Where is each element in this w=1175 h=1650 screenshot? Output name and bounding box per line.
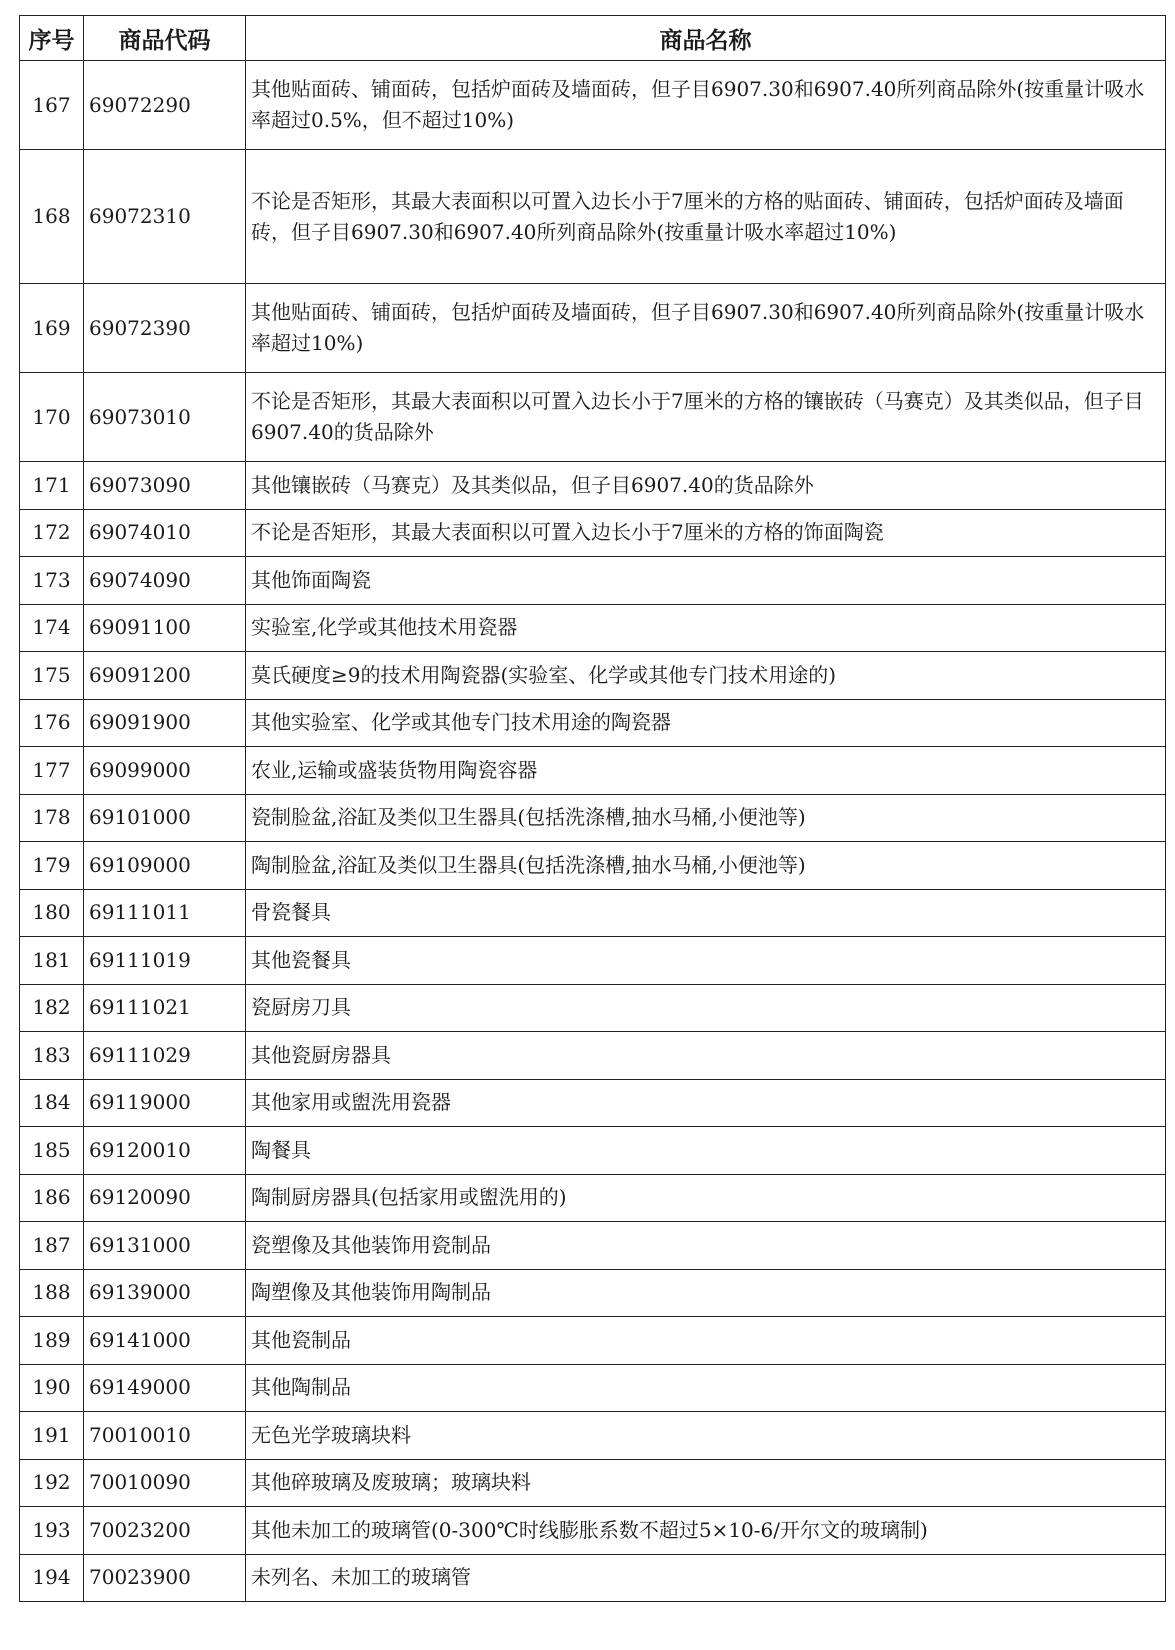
row-code: 69074090 [84, 557, 246, 605]
row-name: 其他实验室、化学或其他专门技术用途的陶瓷器 [246, 699, 1166, 747]
row-code: 69111021 [84, 984, 246, 1032]
row-name: 其他陶制品 [246, 1364, 1166, 1412]
row-name: 不论是否矩形，其最大表面积以可置入边长小于7厘米的方格的镶嵌砖（马赛克）及其类似品，但子目6907.40的货品除外 [246, 373, 1166, 462]
row-code: 70023900 [84, 1554, 246, 1602]
table-row [20, 604, 1166, 652]
row-code: 69119000 [84, 1079, 246, 1127]
row-seq: 191 [20, 1412, 84, 1460]
table-row [20, 1127, 1166, 1175]
row-seq: 189 [20, 1317, 84, 1365]
row-seq: 190 [20, 1364, 84, 1412]
table-row [20, 1507, 1166, 1555]
row-seq: 187 [20, 1222, 84, 1270]
row-seq: 167 [20, 61, 84, 150]
table-row [20, 652, 1166, 700]
row-seq: 184 [20, 1079, 84, 1127]
row-code: 69120010 [84, 1127, 246, 1175]
row-name: 瓷塑像及其他装饰用瓷制品 [246, 1222, 1166, 1270]
row-code: 69149000 [84, 1364, 246, 1412]
row-code: 69073010 [84, 373, 246, 462]
row-name: 其他瓷餐具 [246, 937, 1166, 985]
table-row [20, 699, 1166, 747]
row-name: 其他贴面砖、铺面砖，包括炉面砖及墙面砖，但子目6907.30和6907.40所列商品除外(按重量计吸水率超过10%) [246, 284, 1166, 373]
row-name: 骨瓷餐具 [246, 889, 1166, 937]
table-row [20, 462, 1166, 510]
row-code: 69120090 [84, 1174, 246, 1222]
table-row [20, 747, 1166, 795]
row-name: 陶塑像及其他装饰用陶制品 [246, 1269, 1166, 1317]
row-code: 69109000 [84, 842, 246, 890]
row-seq: 192 [20, 1459, 84, 1507]
row-seq: 173 [20, 557, 84, 605]
row-code: 69091200 [84, 652, 246, 700]
table-row [20, 1174, 1166, 1222]
row-name: 实验室,化学或其他技术用瓷器 [246, 604, 1166, 652]
row-seq: 186 [20, 1174, 84, 1222]
row-name: 陶制厨房器具(包括家用或盥洗用的) [246, 1174, 1166, 1222]
row-name: 瓷制脸盆,浴缸及类似卫生器具(包括洗涤槽,抽水马桶,小便池等) [246, 794, 1166, 842]
row-seq: 181 [20, 937, 84, 985]
row-name: 农业,运输或盛装货物用陶瓷容器 [246, 747, 1166, 795]
row-code: 69091100 [84, 604, 246, 652]
row-code: 70023200 [84, 1507, 246, 1555]
header-row [20, 16, 1166, 61]
row-code: 69141000 [84, 1317, 246, 1365]
row-seq: 176 [20, 699, 84, 747]
row-name: 其他瓷制品 [246, 1317, 1166, 1365]
table-row [20, 1459, 1166, 1507]
row-seq: 180 [20, 889, 84, 937]
table-row [20, 1032, 1166, 1080]
table-row [20, 509, 1166, 557]
table-row [20, 284, 1166, 373]
row-seq: 183 [20, 1032, 84, 1080]
row-code: 69072390 [84, 284, 246, 373]
row-name: 陶制脸盆,浴缸及类似卫生器具(包括洗涤槽,抽水马桶,小便池等) [246, 842, 1166, 890]
row-code: 70010090 [84, 1459, 246, 1507]
row-seq: 177 [20, 747, 84, 795]
row-seq: 174 [20, 604, 84, 652]
table-row [20, 842, 1166, 890]
row-code: 69111011 [84, 889, 246, 937]
table-row [20, 1079, 1166, 1127]
commodity-table [19, 15, 1166, 1602]
row-name: 其他未加工的玻璃管(0-300℃时线膨胀系数不超过5×10-6/开尔文的玻璃制) [246, 1507, 1166, 1555]
row-name: 其他贴面砖、铺面砖，包括炉面砖及墙面砖，但子目6907.30和6907.40所列商品除外(按重量计吸水率超过0.5%，但不超过10%) [246, 61, 1166, 150]
row-name: 其他饰面陶瓷 [246, 557, 1166, 605]
table-row [20, 1317, 1166, 1365]
row-seq: 171 [20, 462, 84, 510]
table-row [20, 889, 1166, 937]
row-code: 69072290 [84, 61, 246, 150]
row-name: 无色光学玻璃块料 [246, 1412, 1166, 1460]
row-seq: 168 [20, 150, 84, 284]
row-name: 其他瓷厨房器具 [246, 1032, 1166, 1080]
row-seq: 175 [20, 652, 84, 700]
row-code: 69101000 [84, 794, 246, 842]
row-seq: 188 [20, 1269, 84, 1317]
row-seq: 182 [20, 984, 84, 1032]
row-name: 瓷厨房刀具 [246, 984, 1166, 1032]
table-row [20, 1222, 1166, 1270]
table-row [20, 794, 1166, 842]
row-seq: 169 [20, 284, 84, 373]
row-seq: 194 [20, 1554, 84, 1602]
table-row [20, 373, 1166, 462]
row-code: 69073090 [84, 462, 246, 510]
table-row [20, 1412, 1166, 1460]
row-name: 不论是否矩形，其最大表面积以可置入边长小于7厘米的方格的饰面陶瓷 [246, 509, 1166, 557]
table-row [20, 1364, 1166, 1412]
row-code: 69091900 [84, 699, 246, 747]
row-code: 69139000 [84, 1269, 246, 1317]
row-name: 未列名、未加工的玻璃管 [246, 1554, 1166, 1602]
table-row [20, 150, 1166, 284]
row-name: 不论是否矩形，其最大表面积以可置入边长小于7厘米的方格的贴面砖、铺面砖，包括炉面砖及墙面砖，但子目6907.30和6907.40所列商品除外(按重量计吸水率超过10%) [246, 150, 1166, 284]
row-seq: 170 [20, 373, 84, 462]
table-row [20, 937, 1166, 985]
header-seq: 序号 [20, 16, 84, 61]
row-code: 69111019 [84, 937, 246, 985]
row-code: 69099000 [84, 747, 246, 795]
row-name: 其他镶嵌砖（马赛克）及其类似品，但子目6907.40的货品除外 [246, 462, 1166, 510]
row-code: 70010010 [84, 1412, 246, 1460]
row-seq: 193 [20, 1507, 84, 1555]
row-code: 69074010 [84, 509, 246, 557]
row-seq: 178 [20, 794, 84, 842]
row-seq: 172 [20, 509, 84, 557]
row-name: 莫氏硬度≥9的技术用陶瓷器(实验室、化学或其他专门技术用途的) [246, 652, 1166, 700]
table-row [20, 1554, 1166, 1602]
row-code: 69072310 [84, 150, 246, 284]
row-seq: 179 [20, 842, 84, 890]
row-name: 其他碎玻璃及废玻璃；玻璃块料 [246, 1459, 1166, 1507]
row-code: 69111029 [84, 1032, 246, 1080]
table-row [20, 984, 1166, 1032]
header-code: 商品代码 [84, 16, 246, 61]
header-name: 商品名称 [246, 16, 1166, 61]
row-name: 其他家用或盥洗用瓷器 [246, 1079, 1166, 1127]
row-code: 69131000 [84, 1222, 246, 1270]
table-row [20, 61, 1166, 150]
row-name: 陶餐具 [246, 1127, 1166, 1175]
table-row [20, 1269, 1166, 1317]
row-seq: 185 [20, 1127, 84, 1175]
table-row [20, 557, 1166, 605]
